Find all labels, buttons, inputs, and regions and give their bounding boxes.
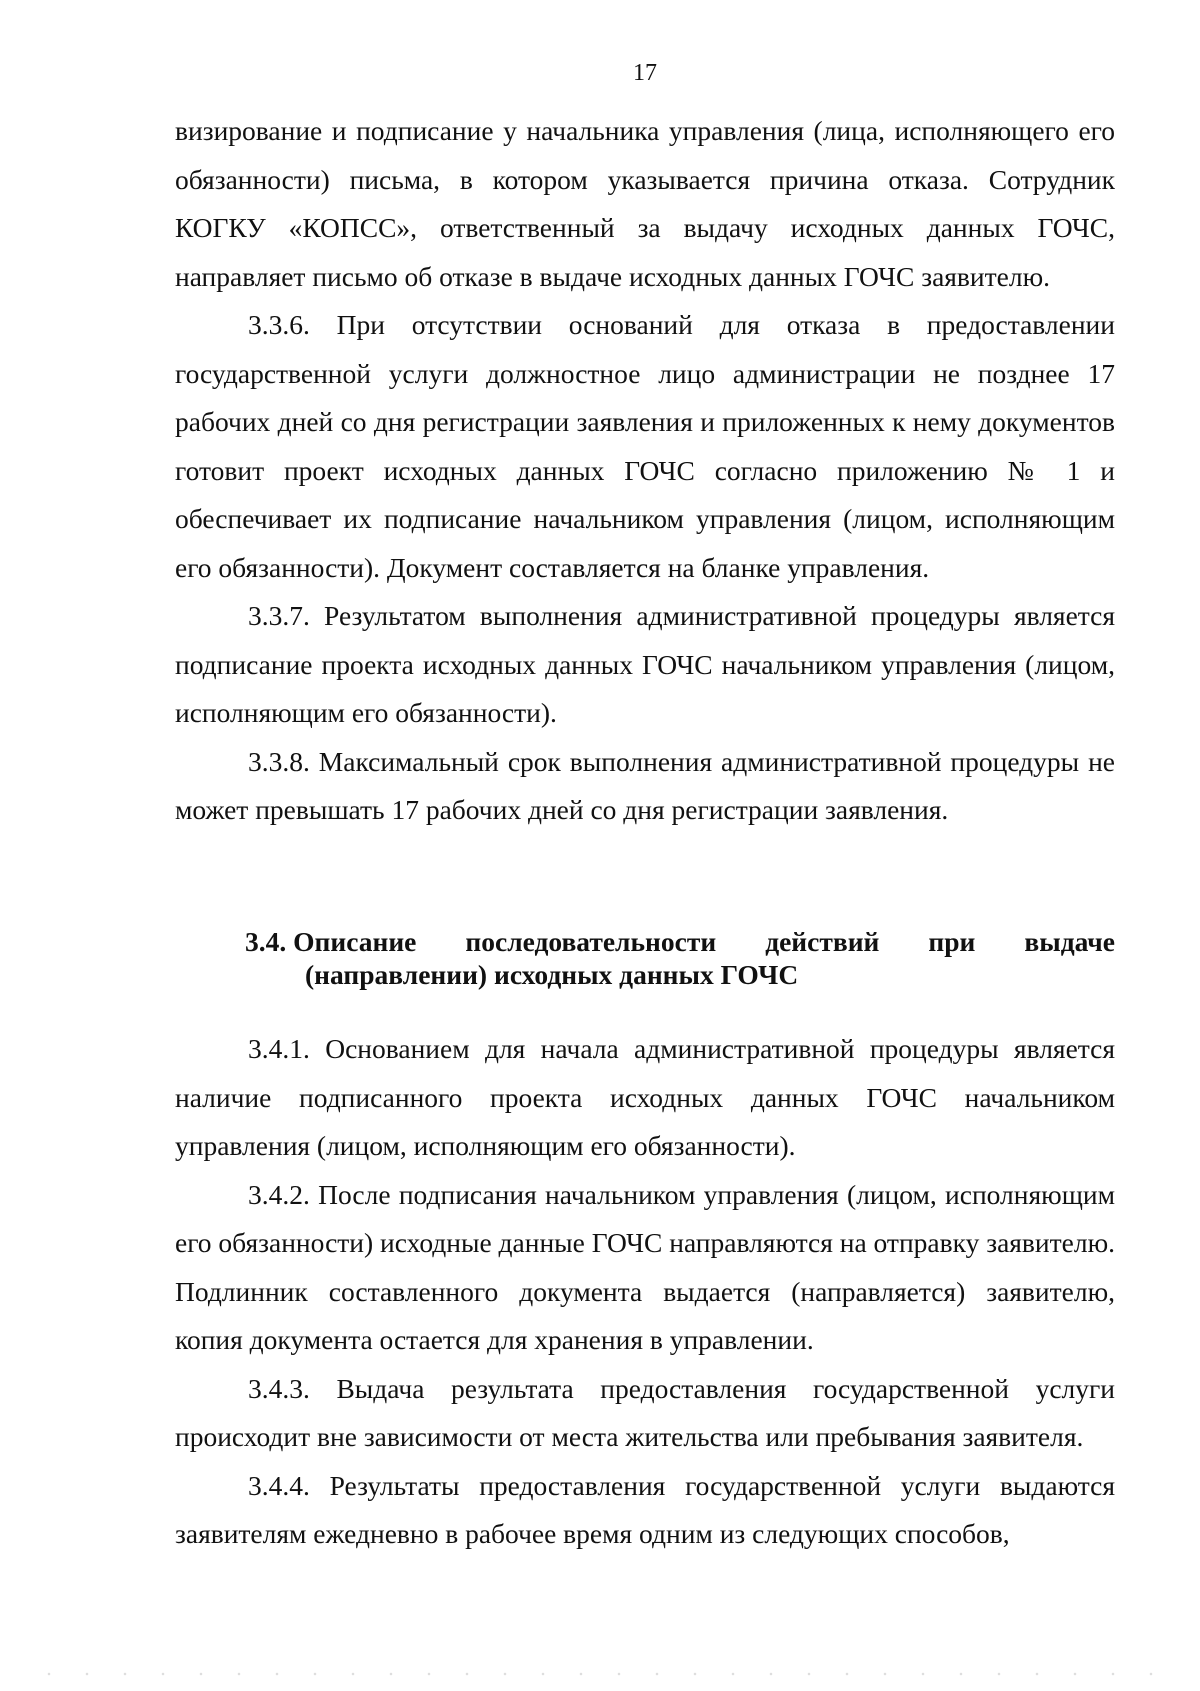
heading-word: действий bbox=[765, 926, 880, 957]
scan-artifact-dots bbox=[30, 1671, 1170, 1677]
paragraph-3-4-4: 3.4.4. Результаты предоставления государственной услуги выдаются заявителям ежедневно в рабочее время одним из следующих способов, bbox=[175, 1469, 1115, 1549]
paragraph-3-3-7: 3.3.7. Результатом выполнения административной процедуры является подписание проекта исходных данных ГОЧС начальником управления (лицом, исполняющим его обязанности). bbox=[175, 600, 1115, 728]
paragraph-3-4-1: 3.4.1. Основанием для начала административной процедуры является наличие подписанного проекта исходных данных ГОЧС начальником управления (лицом, исполняющим его обязанности). bbox=[175, 1033, 1115, 1161]
section-heading-3-4 bbox=[245, 925, 1115, 991]
heading-word: 3.4. Описание bbox=[245, 926, 417, 957]
paragraph-3-3-8: 3.3.8. Максимальный срок выполнения административной процедуры не может превышать 17 рабочих дней со дня регистрации заявления. bbox=[175, 745, 1115, 825]
heading-word: последовательности bbox=[465, 926, 717, 957]
heading-line-2: (направлении) исходных данных ГОЧС bbox=[305, 959, 799, 990]
paragraph-3-4-2: 3.4.2. После подписания начальником управления (лицом, исполняющим его обязанности) исходные данные ГОЧС направляются на отправку заявителю. Подлинник составленного документа выдается (направляется) заявителю, копия документа остается для хранения в управлении. bbox=[175, 1178, 1115, 1355]
heading-line-1 bbox=[245, 925, 1115, 958]
heading-word: при bbox=[928, 926, 976, 957]
paragraph-3-3-6: 3.3.6. При отсутствии оснований для отказа в предоставлении государственной услуги должностное лицо администрации не позднее 17 рабочих дней со дня регистрации заявления и приложенных к нему документов готовит проект исходных данных ГОЧС согласно приложению № 1 и обеспечивает их подписание начальником управления (лицом, исполняющим его обязанности). Документ составляется на бланке управления. bbox=[175, 309, 1115, 583]
page-number: 17 bbox=[633, 60, 657, 86]
text-block-lower bbox=[175, 1025, 1115, 1559]
text-block-upper bbox=[175, 107, 1115, 835]
paragraph-continuation: визирование и подписание у начальника управления (лица, исполняющего его обязанности) письма, в котором указывается причина отказа. Сотрудник КОГКУ «КОПСС», ответственный за выдачу исходных данных ГОЧС, направляет письмо об отказе в выдаче исходных данных ГОЧС заявителю. bbox=[175, 115, 1115, 292]
paragraph-3-4-3: 3.4.3. Выдача результата предоставления государственной услуги происходит вне зависимости от места жительства или пребывания заявителя. bbox=[175, 1372, 1115, 1452]
heading-word: выдаче bbox=[1024, 926, 1115, 957]
